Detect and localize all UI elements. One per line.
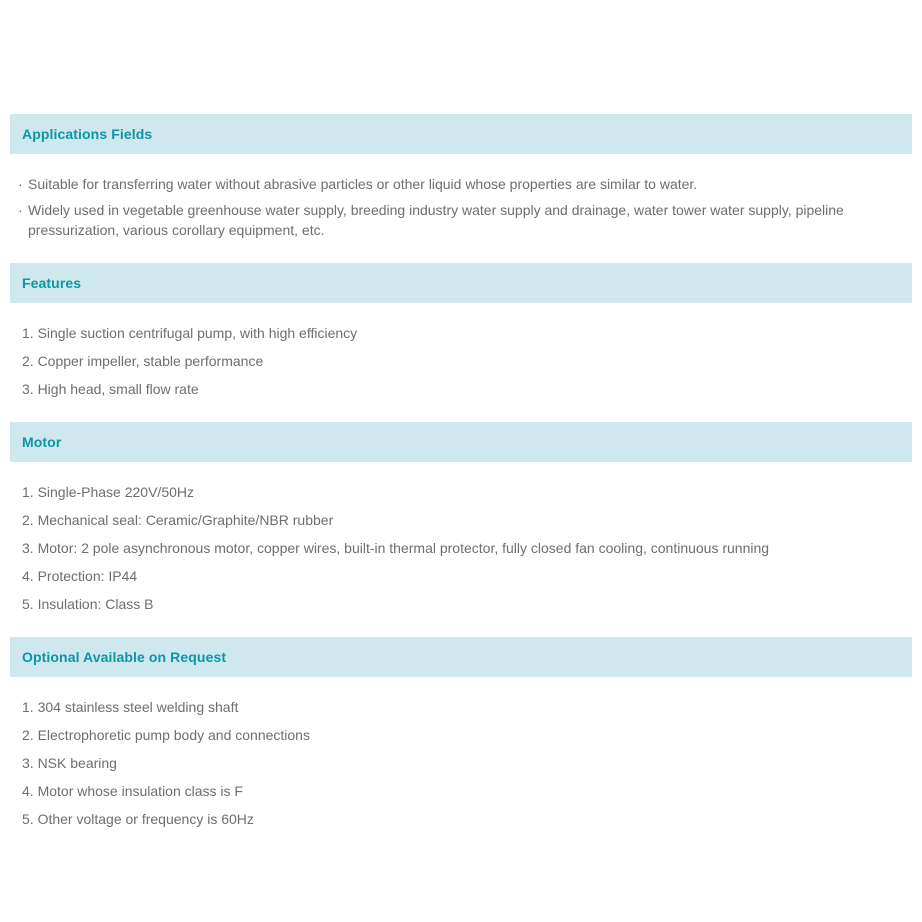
section-title: Optional Available on Request bbox=[22, 649, 227, 665]
list-item: 2. Copper impeller, stable performance bbox=[22, 353, 264, 369]
bullet-marker: · bbox=[18, 176, 23, 192]
bullet-marker: · bbox=[18, 202, 23, 218]
section-applications-fields bbox=[10, 114, 912, 263]
list-item: 5. Other voltage or frequency is 60Hz bbox=[22, 811, 254, 827]
list-item: 4. Protection: IP44 bbox=[22, 568, 138, 584]
list-item-text: Suitable for transferring water without abrasive particles or other liquid whose properties are similar to water. bbox=[28, 176, 698, 192]
section-title: Motor bbox=[22, 434, 62, 450]
section-header bbox=[10, 114, 912, 154]
section-header bbox=[10, 422, 912, 462]
list-item: 1. 304 stainless steel welding shaft bbox=[22, 699, 239, 715]
section-body bbox=[10, 303, 912, 422]
list-item: 2. Electrophoretic pump body and connections bbox=[22, 727, 310, 743]
list-item bbox=[18, 200, 900, 240]
list-item bbox=[18, 174, 900, 194]
list-item: 4. Motor whose insulation class is F bbox=[22, 783, 243, 799]
list-item: 1. Single suction centrifugal pump, with high efficiency bbox=[22, 325, 358, 341]
section-optional-available-on-request bbox=[10, 637, 912, 852]
section-title: Applications Fields bbox=[22, 126, 153, 142]
list-item: 1. Single-Phase 220V/50Hz bbox=[22, 484, 194, 500]
section-body bbox=[10, 462, 912, 637]
section-body bbox=[10, 154, 912, 263]
section-features bbox=[10, 263, 912, 422]
list-item: 2. Mechanical seal: Ceramic/Graphite/NBR rubber bbox=[22, 512, 334, 528]
section-motor bbox=[10, 422, 912, 637]
list-item: 3. NSK bearing bbox=[22, 755, 117, 771]
list-item: 5. Insulation: Class B bbox=[22, 596, 154, 612]
list-item: 3. High head, small flow rate bbox=[22, 381, 199, 397]
list-item-text: Widely used in vegetable greenhouse water supply, breeding industry water supply and drainage, water tower water supply, pipeline pressurization, various corollary equipment, etc. bbox=[28, 202, 844, 238]
section-header bbox=[10, 637, 912, 677]
section-title: Features bbox=[22, 275, 82, 291]
list-item: 3. Motor: 2 pole asynchronous motor, copper wires, built-in thermal protector, fully closed fan cooling, continuous running bbox=[22, 540, 770, 556]
section-header bbox=[10, 263, 912, 303]
section-body bbox=[10, 677, 912, 852]
